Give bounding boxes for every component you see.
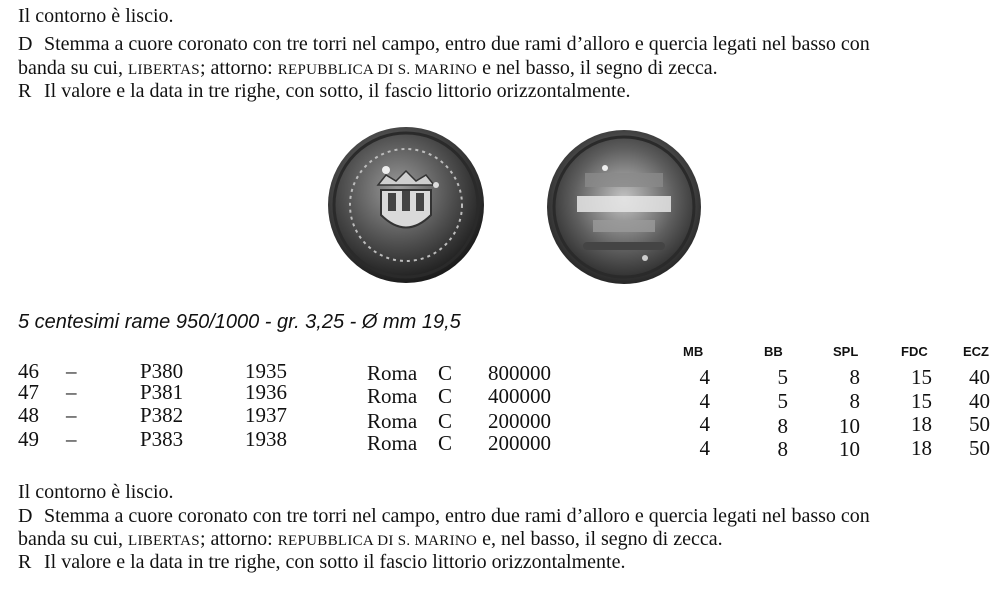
bottom-reverse-label: R <box>18 551 32 573</box>
row-mintage: 400000 <box>488 384 551 408</box>
row-mint-letter: C <box>438 431 453 455</box>
row-year: 1938 <box>245 427 287 451</box>
row-spl: 8 <box>849 365 860 389</box>
row-ecz: 40 <box>969 389 990 413</box>
row-fdc: 18 <box>911 436 932 460</box>
top-obverse-text-e: e nel basso, il segno di zecca. <box>482 57 718 79</box>
top-obverse-line2 <box>18 57 718 81</box>
row-bb: 8 <box>777 414 788 438</box>
row-number: 49 <box>18 427 39 451</box>
row-mint: Roma <box>367 409 418 433</box>
row-mb: 4 <box>699 436 710 460</box>
row-mintage: 800000 <box>488 361 551 385</box>
row-bb: 5 <box>777 365 788 389</box>
header-spl: SPL <box>833 344 859 359</box>
row-mint: Roma <box>367 361 418 385</box>
bottom-obverse-text-e: e, nel basso, il segno di zecca. <box>482 528 723 550</box>
bottom-obverse-libertas: LIBERTAS <box>127 533 200 549</box>
row-bb: 5 <box>777 389 788 413</box>
bottom-obverse-text-c: ; attorno: <box>199 528 273 550</box>
row-mint: Roma <box>367 431 418 455</box>
row-spl: 8 <box>849 389 860 413</box>
top-obverse-libertas: LIBERTAS <box>127 62 200 78</box>
row-bb: 8 <box>777 437 788 461</box>
row-code: P382 <box>140 403 184 427</box>
bottom-obverse-text-a: banda su cui, <box>18 528 123 550</box>
row-ecz: 40 <box>969 365 990 389</box>
header-ecz: ECZ <box>963 344 989 359</box>
row-dash: – <box>66 380 77 404</box>
row-mb: 4 <box>699 365 710 389</box>
row-mintage: 200000 <box>488 409 551 433</box>
coin-reverse-image <box>545 128 703 286</box>
header-bb: BB <box>764 344 783 359</box>
top-obverse-label: D <box>18 33 33 55</box>
row-dash: – <box>66 359 77 383</box>
coin-obverse-image <box>326 125 486 285</box>
bottom-obverse-label: D <box>18 505 33 527</box>
row-number: 46 <box>18 359 39 383</box>
row-fdc: 15 <box>911 389 932 413</box>
bottom-obverse-line2 <box>18 528 723 552</box>
bottom-reverse-line <box>18 551 625 573</box>
row-mb: 4 <box>699 412 710 436</box>
bottom-obverse-legend: REPUBBLICA DI S. MARINO <box>277 533 478 549</box>
row-ecz: 50 <box>969 412 990 436</box>
row-mint-letter: C <box>438 384 453 408</box>
top-reverse-text: Il valore e la data in tre righe, con sotto, il fascio littorio orizzontalmente. <box>44 80 631 102</box>
row-fdc: 15 <box>911 365 932 389</box>
row-spl: 10 <box>839 437 860 461</box>
row-year: 1937 <box>245 403 287 427</box>
top-obverse-legend: REPUBBLICA DI S. MARINO <box>277 62 478 78</box>
top-reverse-label: R <box>18 80 32 102</box>
row-year: 1935 <box>245 359 287 383</box>
top-reverse-line <box>18 80 630 102</box>
row-mintage: 200000 <box>488 431 551 455</box>
top-edge-text: Il contorno è liscio. <box>18 5 174 27</box>
row-dash: – <box>66 403 77 427</box>
header-mb: MB <box>683 344 704 359</box>
top-obverse-text-a: banda su cui, <box>18 57 123 79</box>
row-fdc: 18 <box>911 412 932 436</box>
row-mint: Roma <box>367 384 418 408</box>
bottom-reverse-text: Il valore e la data in tre righe, con sotto il fascio littorio orizzontalmente. <box>44 551 626 573</box>
row-mb: 4 <box>699 389 710 413</box>
row-ecz: 50 <box>969 436 990 460</box>
bottom-edge-text: Il contorno è liscio. <box>18 481 174 503</box>
bottom-obverse-text: Stemma a cuore coronato con tre torri nel campo, entro due rami d’alloro e quercia legati nel basso con <box>44 505 870 527</box>
row-code: P381 <box>140 380 184 404</box>
row-mint-letter: C <box>438 361 453 385</box>
top-obverse-text-c: ; attorno: <box>199 57 273 79</box>
row-code: P383 <box>140 427 184 451</box>
row-spl: 10 <box>839 414 860 438</box>
top-obverse-line1 <box>18 33 870 55</box>
row-year: 1936 <box>245 380 287 404</box>
row-code: P380 <box>140 359 184 383</box>
bottom-obverse-line1 <box>18 505 870 527</box>
row-mint-letter: C <box>438 409 453 433</box>
coin-heading: 5 centesimi rame 950/1000 - gr. 3,25 - Ø mm 19,5 <box>18 311 461 333</box>
header-fdc: FDC <box>901 344 928 359</box>
top-obverse-text: Stemma a cuore coronato con tre torri nel campo, entro due rami d’alloro e quercia legati nel basso con <box>44 33 870 55</box>
row-dash: – <box>66 427 77 451</box>
row-number: 48 <box>18 403 39 427</box>
row-number: 47 <box>18 380 39 404</box>
